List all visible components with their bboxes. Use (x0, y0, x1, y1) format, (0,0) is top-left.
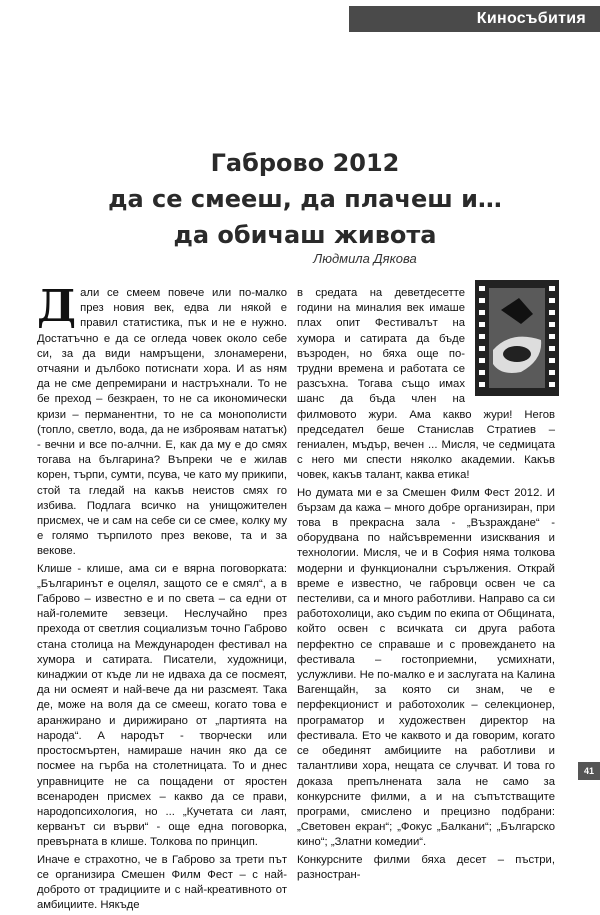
title-line-3: да обичаш живота (173, 221, 437, 249)
paragraph-5: Но думата ми е за Смешен Филм Фест 2012. И бързам да кажа – много добре организиран, при това в прекрасна зала - „Възраждане“ - оборудвана по найсъвременни изисквания и технологии. Мисля, че и в София няма толкова модерни и функционални сърължения. Открай време е известно, че габровци освен че са пестеливи, са и много работливи. Направо са си работохолици, ако съдим по екипа от Общината, който освен с всичката си друга работа перфектно се справаше и с провеждането на фестивала – гостоприемни, усмихнати, услужливи. Не по-малко е и заслугата на Калина Вагенщайн, за която си знам, че е перфекционист и работохолик – селекционер, програматор и художествен директор на фестивала. Ето че каквото и да говорим, когато се обединят амбициите на работливи и талантливи хора, нещата се случват. И това го доказа препълнената зала не само за конкурсните филми, а и на съпътстващите програми, смислено и прецизно подбрани: „Световен екран“; „Фокус „Балкани“; „Българско кино“; „Златни комедии“. (297, 486, 556, 849)
film-reel-illustration (471, 280, 563, 396)
section-label: Киносъбития (476, 10, 586, 27)
left-column (37, 281, 287, 915)
article-author: Людмила Дякова (313, 251, 417, 266)
right-column (297, 286, 555, 885)
article-title (40, 145, 570, 266)
paragraph-1-text: али се смеем повече или по-малко през новия век, едва ли някой е правил статистика, пък и не е нужно. Достатъчно е да се огледа човек около себе си, за да види намръщени, злонамерени, отчаяни и дълбоко потиснати хора. И as ням да не сме депремирани и настръхнали. То не бе преход – безкраен, то не са икономически кризи – перманентни, то не са монополисти (топло, светло, вода, да не изброявам нататък) - вечни и все по-алчни. Е, как да му е до смях тогава на българина? Въпреки че е жилав корен, търпи, сумти, псува, че като му прикипи, стой та гледай на какъв неистов смях го избива. Подлага всичко на унищожителен присмех, че и сам на себе си се смее, колку му е голямо търпилото през векове, та и за векове. (37, 287, 287, 558)
paragraph-6: Конкурсните филми бяха десет – пъстри, разностран- (297, 853, 555, 881)
section-banner (349, 6, 600, 32)
title-line-1: Габрово 2012 (210, 149, 400, 177)
paragraph-3: Иначе е страхотно, че в Габрово за трети път се организира Смешен Филм Фест – с най-доброто от традициите и с най-креативното от амбициите. Някъде (37, 853, 287, 912)
paragraph-1 (37, 281, 287, 560)
title-line-2: да се смееш, да плачеш и… (108, 185, 502, 213)
page-number: 41 (578, 762, 600, 780)
paragraph-2: Клише - клише, ама си е вярна поговорката: „Българинът е оцелял, защото се е смял“, а в Габрово – известно е и по света – са едни от най-големите зевзеци. Неслучайно през прехода от светлия социализъм точно Габрово стана столица на Международен фестивал на хумора и сатирата. Писатели, художници, кинаджии от къде ли не идваха да се посмеят, да ни осмеят и най-вече да ни разсмеят. Така де, може на воля да се смееш, когато това е аранжирано и дирижирано от „партията на народа“. А народът - творчески или простосмъртен, намираше начин яко да се посмее на гърба на столетницата. То и днес управниците не са пощадени от яростен всенароден присмех – какво да се прави, народопсихология, но ... „Кучетата си лаят, керванът си върви“ - още една поговорка, превърната в клише. Толкова по принцип. (37, 562, 287, 849)
paragraph-4: в средата на деветдесетте години на миналия век имаше плах опит Фестивалът на хумора и сатирата да бъде възроден, но бяха още по-трудни времена и работата се разсъхна. Тогава също имах шанс да бъда член на филмовото жури. Ама какво жури! Негов председател беше Станислав Стратиев – гениален, мъдър, вечен ... Мисля, че седмицата с него ми спести няколко академии. Какъв човек, какъв талант, каква етика! (297, 287, 555, 482)
drop-cap: Д (37, 281, 77, 332)
